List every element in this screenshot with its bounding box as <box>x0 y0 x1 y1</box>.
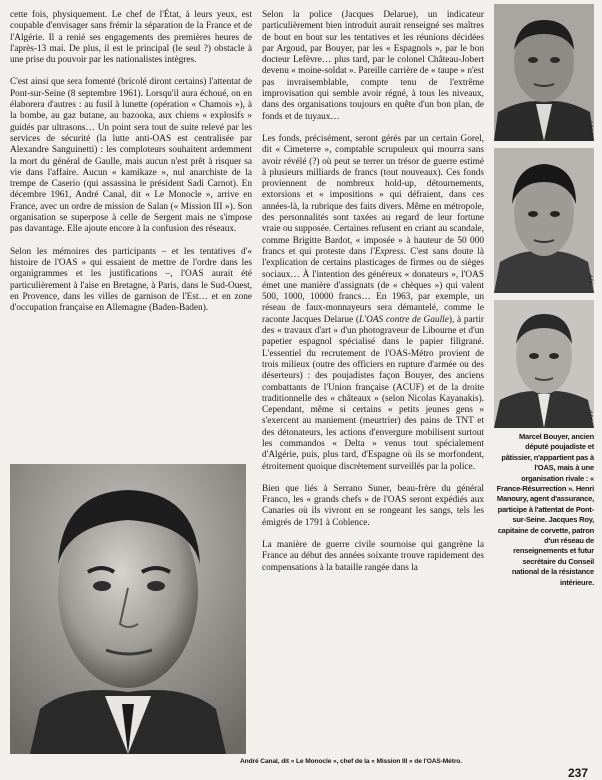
portrait-photo-marcel-bouyer <box>494 4 594 141</box>
photo-caption-right: Marcel Bouyer, ancien député poujadiste et pâtissier, n'appartient pas à l'OAS, mais à une organisation rivale : « France-Résurrection ». Henri Manoury, agent d'assurance, participe à l'attentat de Pont-sur-Seine. Jacques Roy, capitaine de corvette, patron d'un réseau de renseignements et futur secrétaire du Conseil national de la résistance intérieure. <box>496 432 594 587</box>
paragraph: La manière de guerre civile sournoise qui gangrène la France au début des années soixante trouve rapidement des compensations à la bataille rangée dans la <box>262 540 484 573</box>
book-title: L'OAS contre de Gaulle <box>358 314 449 325</box>
photo-caption-main: André Canal, dit « Le Monocle », chef de la « Mission III » de l'OAS-Métro. <box>240 758 462 765</box>
paragraph: Selon la police (Jacques Delarue), un indicateur particulièrement bien introduit aurait renseigné ses maîtres de bout en bout sur les tentatives et les réunions décidées par Argoud, par Bouyer, par les « Espagnols », par le bon docteur Lefèvre… plus tard, par le colonel Château-Jobert devenu « moine-soldat ». Pareille carrière de « taupe » n'est pas invraisemblable, compte tenu de l'extrême improvisation qui semble avoir régné, à tous les niveaux, dans des organisations toujours en quête d'un bon plan, de fonds et de tuyaux… <box>262 10 484 122</box>
publication-title: l'Express <box>370 246 404 257</box>
paragraph: Selon les mémoires des participants – et les tentatives d'« histoire de l'OAS » qui essaient de mettre de l'ordre dans les organigrammes et les justifications –, l'OAS aurait été particulièrement à l'aise en Bretagne, à Paris, dans le Sud-Ouest, en Provence, dans les villes de garnison de l'Est… et en zone d'occupation française en Allemagne (Baden-Baden). <box>10 246 252 314</box>
portrait-photo-andre-canal <box>10 464 246 754</box>
portrait-photo-jacques-roy <box>494 300 594 428</box>
page-number: 237 <box>568 766 589 780</box>
middle-text-column <box>262 10 484 585</box>
portrait-illustration <box>494 4 594 141</box>
portrait-illustration <box>494 148 594 293</box>
text-run: Les fonds, précisément, seront gérés par un certain Gorel, dit « Cimeterre », comptable scrupuleux qui mourra sans avoir révélé (?) où peut se terrer un trésor de guerre estimé à plusieurs milliards de francs (tout nouveaux). Ces fonds proviennent de nombreux hold-up, détournements, extorsions et « impositions » qui défraient, dans ces années-là, la rubrique des faits divers. Même en métropole, des personnalités sont taxées au regard de leur fortune vraie ou supposée. Certaines refusent en criant au scandale, comme Brigitte Bardot, « imposée » à hauteur de 50 000 francs et qui proteste dans <box>262 133 484 257</box>
paragraph: C'est ainsi que sera fomenté (bricolé diront certains) l'attentat de Pont-sur-Seine (8 septembre 1961). Lorsqu'il aura échoué, on en élaborera d'autres : au fusil à lunette (opération « Chamois »), à la bombe, au gaz butane, au bazooka, aux chiens « explosifs » guidés par ultrasons… Un point sera tout de suite relevé par les services de sécurité (la lutte anti-OAS est centralisée par Alexandre Sanguinetti) : les comploteurs souhaitent ardemment la mort du général de Gaulle, mais aucun n'est prêt à risquer sa vie dans l'affaire. Aucun « kamikaze », nul anarchiste de la trempe de Caserio (qui assassina le président Sadi Carnot). En décembre 1961, André Canal, dit « Le Monocle », arrive en France, avec un ordre de mission de Salan (« Mission III »). Son organisation se superpose à celle de Sergent mais ne s'impose pas davantage. Elle ajoute encore à la confusion des réseaux. <box>10 77 252 235</box>
portrait-illustration <box>494 300 594 428</box>
paragraph: Bien que liés à Serrano Suner, beau-frère du général Franco, les « grands chefs » de l'OAS seront expédiés aux Canaries où ils vivront en se rongeant les sangs, tels les émigrés de 1791 à Coblence. <box>262 483 484 528</box>
left-text-column <box>10 10 252 325</box>
photo-credit: AFP <box>589 274 595 284</box>
photo-credit: AFP <box>589 120 595 130</box>
text-run: ), à partir des « travaux d'art » d'un photograveur de Libourne et d'un papetier espagnol spécialisé dans le papier filigrané. L'essentiel du recrutement de l'OAS-Métro provient de trois milieux (outre des officiers en rupture d'armée ou des déserteurs) : des poujadistes façon Bouyer, des anciens combattants de l'Union française (ACUF) et de la droite traditionnelle des « châteaux » (selon Nicolas Kayanakis). Cependant, même si certains « petits jeunes gens » s'exercent au maniement (meurtrier) des pains de TNT et des détonateurs, les actions d'envergure mobilisent surtout les commandos « Delta » venus tout spécialement d'Algérie, puis, plus tard, d'Espagne où ils se morfondent, étroitement quoique discrètement surveillés par la police. <box>262 314 484 472</box>
portrait-photo-henri-manoury <box>494 148 594 293</box>
portrait-illustration <box>10 464 246 754</box>
paragraph: cette fois, physiquement. Le chef de l'État, à leurs yeux, est coupable d'envisager sans frémir la séparation de la France et de l'Algérie. Il a renié ses engagements des premières heures de l'après-13 mai. De plus, il est le principal (le seul ?) obstacle à une prise du pouvoir par les nationalistes intègres. <box>10 10 252 66</box>
photo-credit: AFP <box>589 410 595 420</box>
text-run: . C'est sans doute là l'explication de certains plasticages de firmes ou de sièges sociaux… À l'intention des généreux « donateurs », l'OAS émet une manière d'assignats (de « chèques ») qui valent 500, 1000, 10000 francs… En 1963, par exemple, un réseau de faux-monnayeurs sera démantelé, comme le raconte Jacques Delarue ( <box>262 246 484 325</box>
paragraph <box>262 134 484 473</box>
